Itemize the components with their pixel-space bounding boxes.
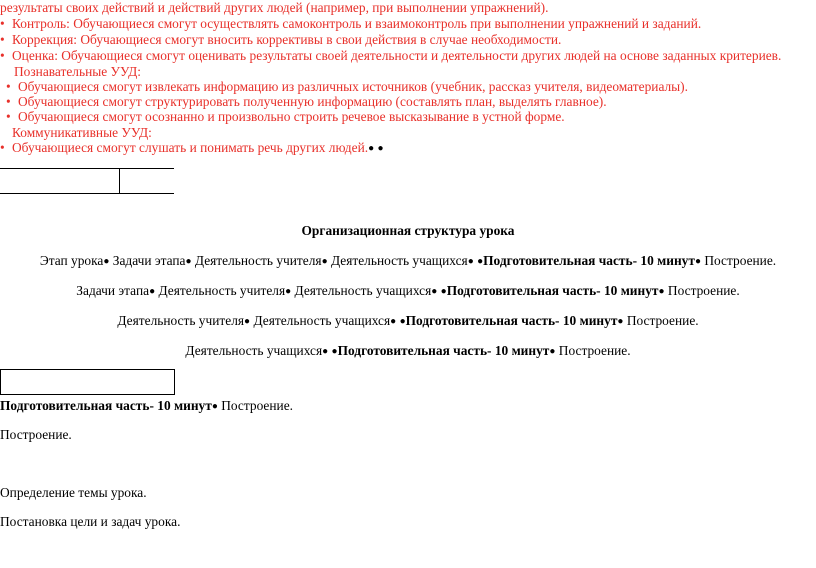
bullet: • (6, 109, 11, 124)
bullet: • (0, 48, 5, 63)
structure-line-3: Деятельность учителя● Деятельность учащихся● ●Подготовительная часть- 10 минут● Построение. (117, 313, 699, 328)
uud-item-correction: • Коррекция: Обучающиеся смогут вносить коррективы в свои действия в случае необходимости. (0, 32, 562, 47)
dot-marker: ● (211, 401, 218, 412)
table-border-bottom (0, 193, 174, 194)
bullet: • (6, 94, 11, 109)
bullet: • (0, 16, 5, 31)
uud-item-assessment: • Оценка: Обучающиеся смогут оценивать результаты своей деятельности и деятельности других людей на основе заданных критериев. (0, 48, 782, 63)
dot-marker: ● (658, 286, 665, 297)
structure-line-1: Этап урока● Задачи этапа● Деятельность учителя● Деятельность учащихся● ●Подготовительная часть- 10 минут● Построение. (39, 253, 777, 268)
dot-marker: ● (390, 316, 397, 327)
uud-item-control: • Контроль: Обучающиеся смогут осуществлять самоконтроль и взаимоконтроль при выполнении упражнений и заданий. (0, 16, 702, 31)
communicative-heading: Коммуникативные УУД: (12, 125, 152, 140)
dot-marker: ● (285, 286, 292, 297)
table-cell-box (0, 369, 175, 395)
dot-marker: ● (431, 286, 438, 297)
dot-marker: ● (185, 256, 192, 267)
page-title: Организационная структура урока (301, 223, 515, 238)
cognitive-heading: Познавательные УУД: (14, 64, 142, 79)
bullet: • (0, 140, 5, 155)
dot-marker: ● (103, 256, 110, 267)
dot-marker: ● (694, 256, 701, 267)
dot-marker: ● (549, 346, 556, 357)
build-line: Построение. (0, 427, 72, 442)
dot-marker: ● (377, 143, 384, 154)
bullet: • (6, 79, 11, 94)
dot-marker: ● (331, 346, 338, 357)
dot-marker: ● (149, 286, 156, 297)
dot-marker: ● (368, 143, 375, 154)
dot-marker: ● (244, 316, 251, 327)
uud-line-results: результаты своих действий и действий других людей (например, при выполнении упражнений). (0, 0, 549, 15)
dot-marker: ● (399, 316, 406, 327)
dot-marker: ● (617, 316, 624, 327)
dot-marker: ● (322, 346, 329, 357)
goals-line: Постановка цели и задач урока. (0, 514, 181, 529)
cognitive-item-2: • Обучающиеся смогут структурировать полученную информацию (составлять план, выделять главное). (6, 94, 607, 109)
structure-line-4: Деятельность учащихся● ●Подготовительная часть- 10 минут● Построение. (185, 343, 631, 358)
prep-line: Подготовительная часть- 10 минут● Построение. (0, 398, 293, 413)
structure-line-2: Задачи этапа● Деятельность учителя● Деятельность учащихся● ●Подготовительная часть- 10 минут● Построение. (76, 283, 740, 298)
cognitive-item-1: • Обучающиеся смогут извлекать информацию из различных источников (учебник, рассказ учителя, видеоматериалы). (6, 79, 688, 94)
table-border-top (0, 168, 174, 169)
communicative-item: • Обучающиеся смогут слушать и понимать речь других людей.● ● (0, 140, 384, 155)
cognitive-item-3: • Обучающиеся смогут осознанно и произвольно строить речевое высказывание в устной форме. (6, 109, 565, 124)
dot-marker: ● (477, 256, 484, 267)
dot-marker: ● (467, 256, 474, 267)
bullet: • (0, 32, 5, 47)
dot-marker: ● (321, 256, 328, 267)
dot-marker: ● (440, 286, 447, 297)
topic-line: Определение темы урока. (0, 485, 147, 500)
table-divider (119, 168, 120, 193)
